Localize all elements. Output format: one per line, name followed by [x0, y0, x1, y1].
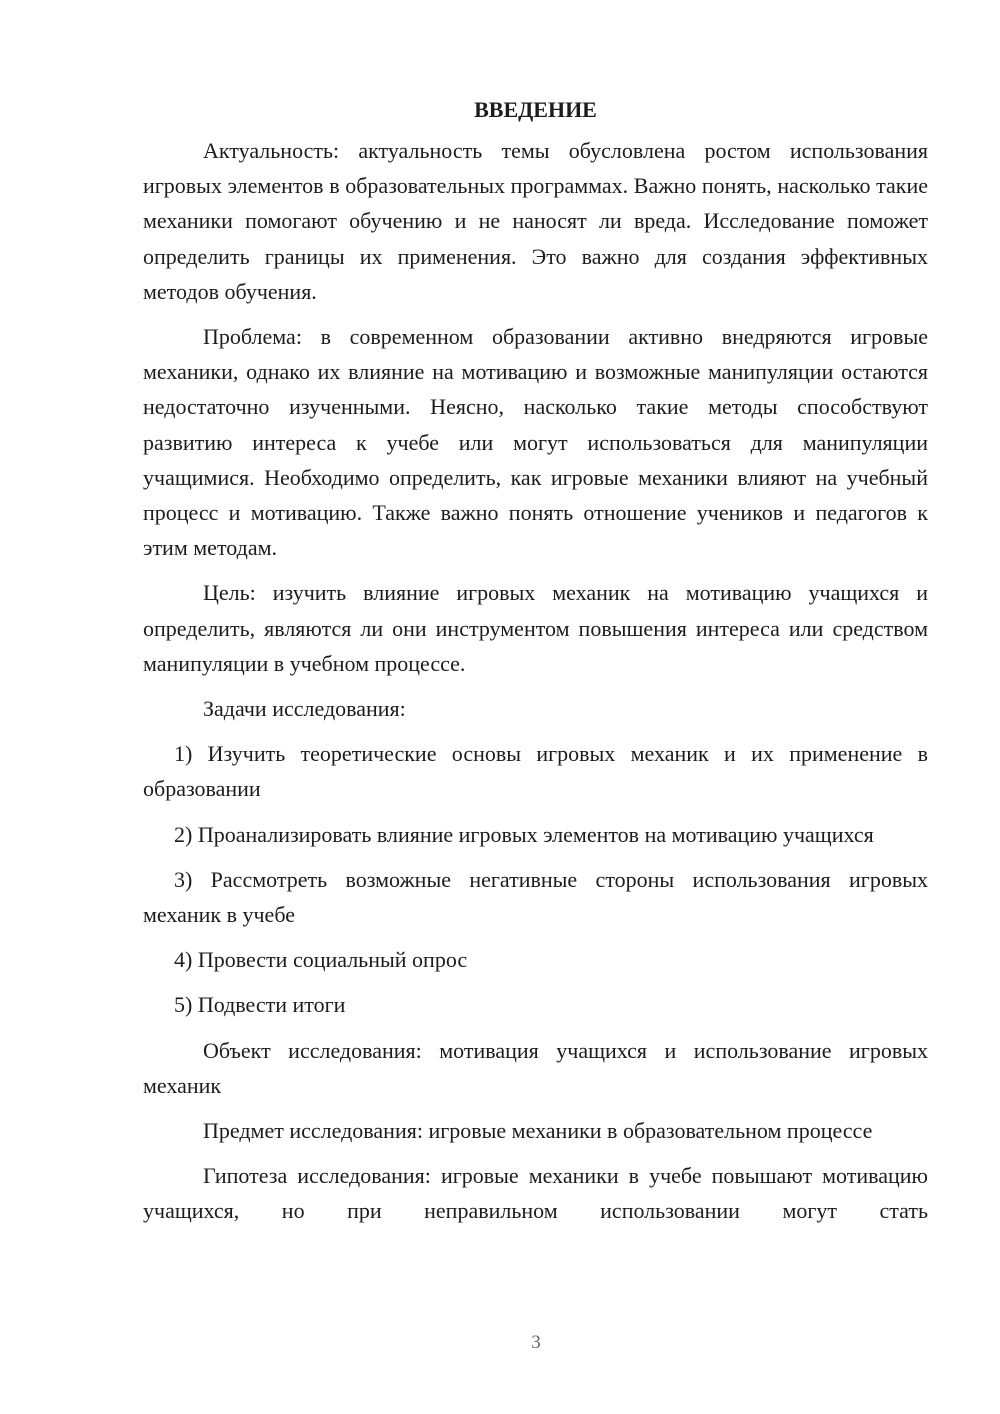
problem-paragraph: Проблема: в современном образовании активно внедряются игровые механики, однако их влияние на мотивацию и возможные манипуляции остаются недостаточно изученными. Неясно, насколько такие методы способствуют развитию интереса к учебе или могут использоваться для манипуляции учащимися. Необходимо определить, как игровые механики влияют на учебный процесс и мотивацию. Также важно понять отношение учеников и педагогов к этим методам. — [143, 324, 928, 561]
task-item-4: 4) Провести социальный опрос — [174, 947, 468, 973]
page-number: 3 — [531, 1332, 541, 1353]
tasks-heading: Задачи исследования: — [203, 696, 406, 722]
subject-paragraph: Предмет исследования: игровые механики в образовательном процессе — [203, 1118, 873, 1144]
relevance-paragraph: Актуальность: актуальность темы обусловлена ростом использования игровых элементов в образовательных программах. Важно понять, насколько такие механики помогают обучению и не наносят ли вреда. Исследование поможет определить границы их применения. Это важно для создания эффективных методов обучения. — [143, 138, 928, 304]
object-paragraph: Объект исследования: мотивация учащихся и использование игровых механик — [143, 1037, 928, 1098]
task-item-5: 5) Подвести итоги — [174, 992, 346, 1018]
task-item-2: 2) Проанализировать влияние игровых элементов на мотивацию учащихся — [174, 821, 874, 847]
task-item-3: 3) Рассмотреть возможные негативные стороны использования игровых механик в учебе — [143, 866, 928, 928]
goal-paragraph: Цель: изучить влияние игровых механик на мотивацию учащихся и определить, являются ли они инструментом повышения интереса или средством манипуляции в учебном процессе. — [143, 580, 928, 676]
section-title: ВВЕДЕНИЕ — [474, 97, 597, 122]
document-page — [143, 92, 928, 1229]
hypothesis-paragraph: Гипотеза исследования: игровые механики в учебе повышают мотивацию учащихся, но при неправильном использовании могут стать — [143, 1163, 928, 1224]
task-item-1: 1) Изучить теоретические основы игровых механик и их применение в образовании — [143, 741, 928, 802]
